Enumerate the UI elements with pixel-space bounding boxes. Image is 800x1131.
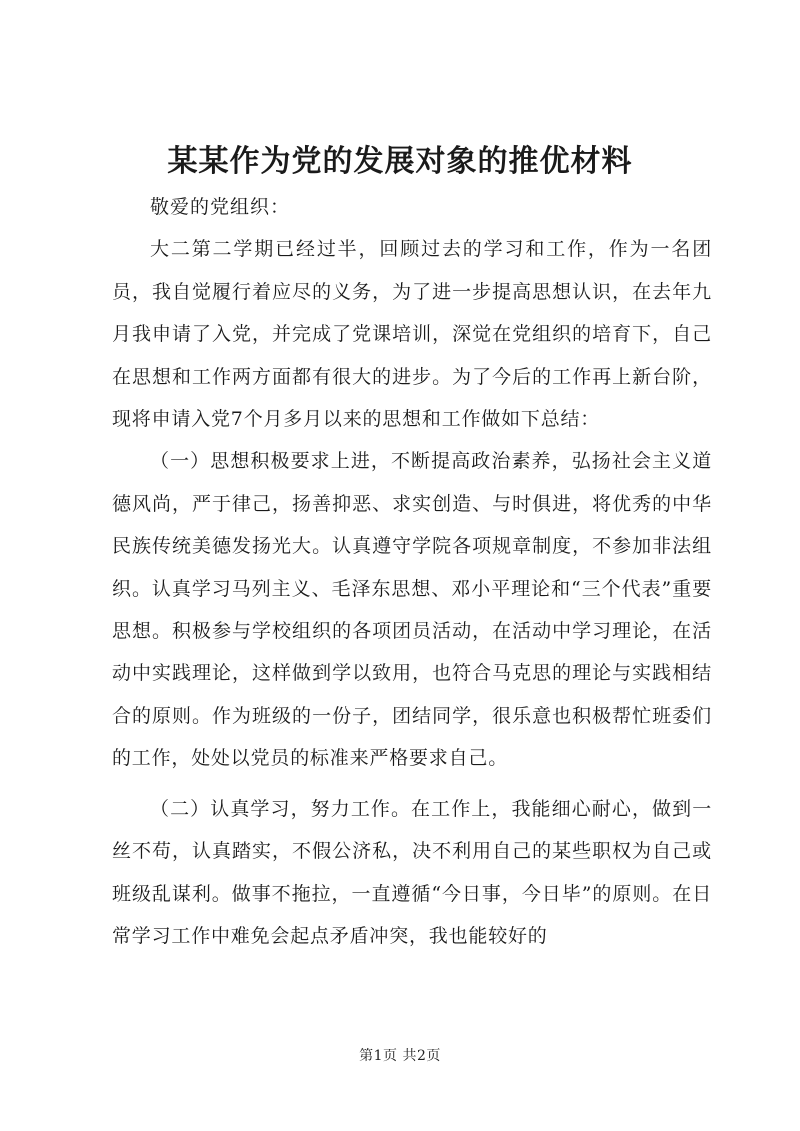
paragraph-section-two: （二）认真学习，努力工作。在工作上，我能细心耐心，做到一丝不苟，认真踏实，不假公济私，决不利用自己的某些职权为自己或班级乱谋利。做事不拖拉，一直遵循“今日事，今日毕”的原则。在日常学习工作中难免会起点矛盾冲突，我也能较好的 [112,797,712,947]
page-number-footer: 第1页 共2页 [359,1048,441,1064]
salutation: 敬爱的党组织： [150,196,291,218]
paragraph-introduction: 大二第二学期已经过半，回顾过去的学习和工作，作为一名团员，我自觉履行着应尽的义务，为了进一步提高思想认识，在去年九月我申请了入党，并完成了党课培训，深觉在党组织的培育下，自己在思想和工作两方面都有很大的进步。为了今后的工作再上新台阶，现将申请入党7个月多月以来的思想和工作做如下总结： [112,238,712,431]
document-title: 某某作为党的发展对象的推优材料 [167,144,633,179]
paragraph-section-one: （一）思想积极要求上进，不断提高政治素养，弘扬社会主义道德风尚，严于律己，扬善抑恶、求实创造、与时俱进，将优秀的中华民族传统美德发扬光大。认真遵守学院各项规章制度，不参加非法组织。认真学习马列主义、毛泽东思想、邓小平理论和“三个代表”重要思想。积极参与学校组织的各项团员活动，在活动中学习理论，在活动中实践理论，这样做到学以致用，也符合马克思的理论与实践相结合的原则。作为班级的一份子，团结同学，很乐意也积极帮忙班委们的工作，处处以党员的标准来严格要求自己。 [112,450,712,770]
document-body [112,186,712,957]
